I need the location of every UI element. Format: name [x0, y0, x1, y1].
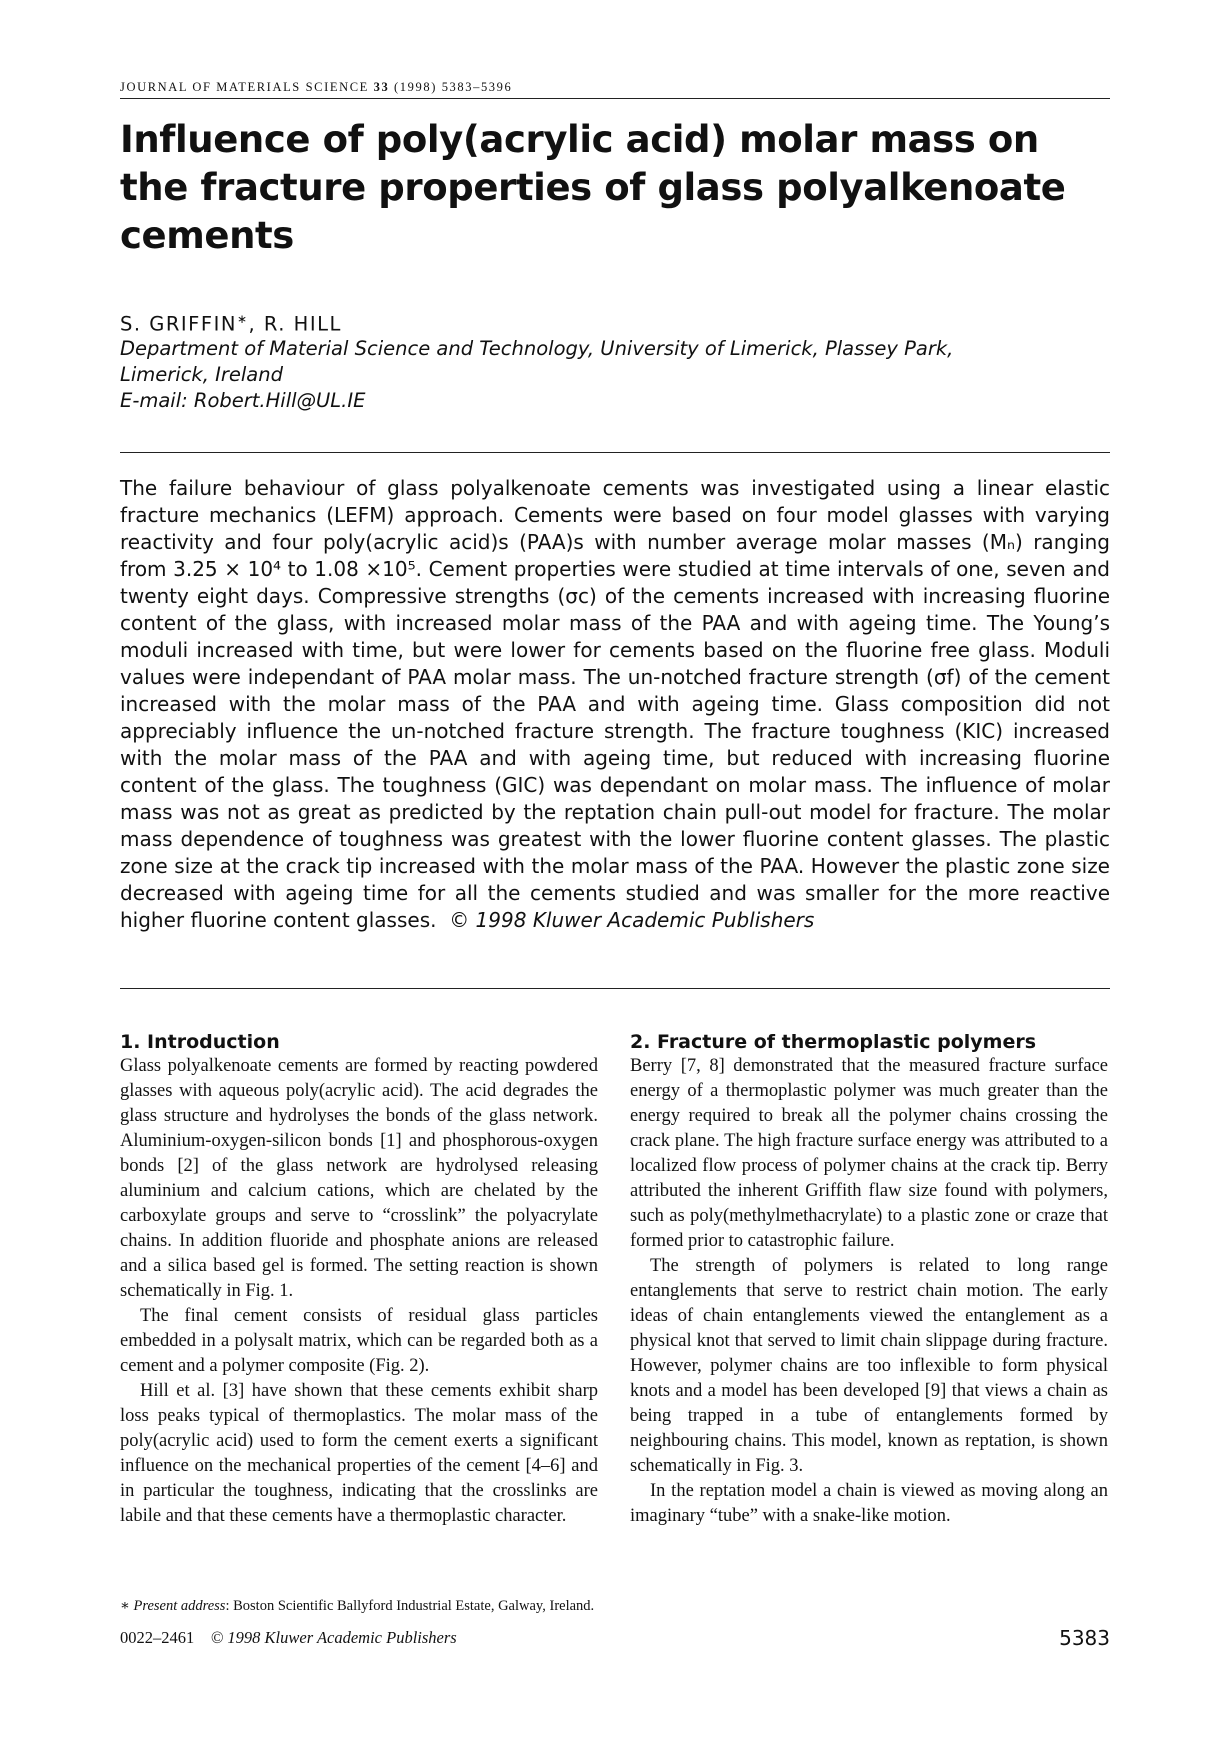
intro-paragraph-1: Glass polyalkenoate cements are formed by reacting powdered glasses with aqueous poly(acrylic acid). The acid degrades the glass structure and hydrolyses the bonds of the glass network. Aluminium-oxygen-silicon bonds [1] and phosphorous-oxygen bonds [2] of the glass network are hydrolysed releasing aluminium and calcium cations, which are chelated by the carboxylate groups and serve to “crosslink” the polyacrylate chains. In addition fluoride and phosphate anions are released and a silica based gel is formed. The setting reaction is shown schematically in Fig. 1.	[120, 1056, 598, 1301]
abstract-text: The failure behaviour of glass polyalkenoate cements was investigated using a linear elastic fracture mechanics (LEFM) approach. Cements were based on four model glasses with varying reactivity and four poly(acrylic acid)s (PAA)s with number average molar masses (Mₙ) ranging from 3.25 × 10⁴ to 1.08 ×10⁵. Cement properties were studied at time intervals of one, seven and twenty eight days. Compressive strengths (σc) of the cements increased with increasing fluorine content of the glass, with increased molar mass of the PAA and with ageing time. The Young’s moduli increased with time, but were lower for cements based on the fluorine free glass. Moduli values were independant of PAA molar mass. The un-notched fracture strength (σf) of the cement increased with the molar mass of the PAA and with ageing time. Glass composition did not appreciably influence the un-notched fracture strength. The fracture toughness (KIC) increased with the molar mass of the PAA and with ageing time, but reduced with increasing fluorine content of the glass. The toughness (GIC) was dependant on molar mass. The influence of molar mass was not as great as predicted by the reptation chain pull-out model for fracture. The molar mass dependence of toughness was greatest with the lower fluorine content glasses. The plastic zone size at the crack tip increased with the molar mass of the PAA. However the plastic zone size decreased with ageing time for all the cements studied and was smaller for the more reactive higher fluorine content glasses.	[120, 476, 1110, 932]
issn: 0022–2461	[120, 1628, 195, 1647]
fracture-paragraph-1: Berry [7, 8] demonstrated that the measured fracture surface energy of a thermoplastic polymer was much greater than the energy required to break all the polymer chains crossing the crack plane. The high fracture surface energy was attributed to a localized flow process of polymer chains at the crack tip. Berry attributed the inherent Griffith flaw size found with polymers, such as poly(methylmethacrylate) to a plastic zone or craze that formed prior to catastrophic failure.	[630, 1056, 1108, 1251]
author-hill: , R. HILL	[248, 312, 342, 336]
footer-copyright: © 1998 Kluwer Academic Publishers	[210, 1628, 457, 1647]
intro-paragraph-2: The final cement consists of residual glass particles embedded in a polysalt matrix, which can be regarded both as a cement and a polymer composite (Fig. 2).	[120, 1306, 598, 1376]
footnote-marker: ∗	[236, 312, 249, 326]
journal-name: JOURNAL OF MATERIALS SCIENCE	[120, 80, 369, 94]
section-heading-fracture: 2. Fracture of thermoplastic polymers	[630, 1031, 1037, 1053]
abstract-top-rule	[120, 452, 1110, 453]
abstract	[120, 475, 1110, 934]
paper-title: Influence of poly(acrylic acid) molar mass on the fracture properties of glass polyalkenoate cements	[120, 118, 1066, 257]
footnote-label: Present address	[133, 1598, 226, 1614]
author-griffin: S. GRIFFIN	[120, 312, 237, 336]
header-rule	[120, 98, 1110, 99]
page-number: 5383	[1059, 1626, 1110, 1650]
footnote	[120, 1598, 594, 1615]
journal-year-pages: (1998) 5383–5396	[394, 80, 513, 94]
fracture-paragraph-2: The strength of polymers is related to long range entanglements that serve to restrict chain motion. The early ideas of chain entanglements viewed the entanglement as a physical knot that served to limit chain slippage during fracture. However, polymer chains are too inflexible to form physical knots and a model has been developed [9] that views a chain as being trapped in a tube of entanglements formed by neighbouring chains. This model, known as reptation, is shown schematically in Fig. 3.	[630, 1256, 1108, 1476]
section-heading-introduction: 1. Introduction	[120, 1031, 280, 1053]
author-email: E-mail: Robert.Hill@UL.IE	[120, 389, 366, 412]
footnote-text: : Boston Scientific Ballyford Industrial Estate, Galway, Ireland.	[225, 1598, 595, 1614]
journal-volume: 33	[373, 80, 390, 94]
affiliation-line-2: Limerick, Ireland	[120, 363, 283, 386]
journal-header	[120, 80, 512, 95]
author-list	[120, 312, 342, 336]
issn-line	[120, 1628, 457, 1648]
affiliation-line-1: Department of Material Science and Technology, University of Limerick, Plassey Park,	[120, 337, 954, 360]
intro-paragraph-3: Hill et al. [3] have shown that these cements exhibit sharp loss peaks typical of thermoplastics. The molar mass of the poly(acrylic acid) used to form the cement exerts a significant influence on the mechanical properties of the cement [4–6] and in particular the toughness, indicating that the crosslinks are labile and that these cements have a thermoplastic character.	[120, 1381, 598, 1526]
abstract-bottom-rule	[120, 988, 1110, 989]
footnote-mark: ∗	[120, 1598, 130, 1614]
right-column	[630, 1030, 1108, 1529]
left-column	[120, 1030, 598, 1529]
fracture-paragraph-3: In the reptation model a chain is viewed as moving along an imaginary “tube” with a snake-like motion.	[630, 1481, 1108, 1526]
abstract-copyright: © 1998 Kluwer Academic Publishers	[449, 908, 815, 932]
